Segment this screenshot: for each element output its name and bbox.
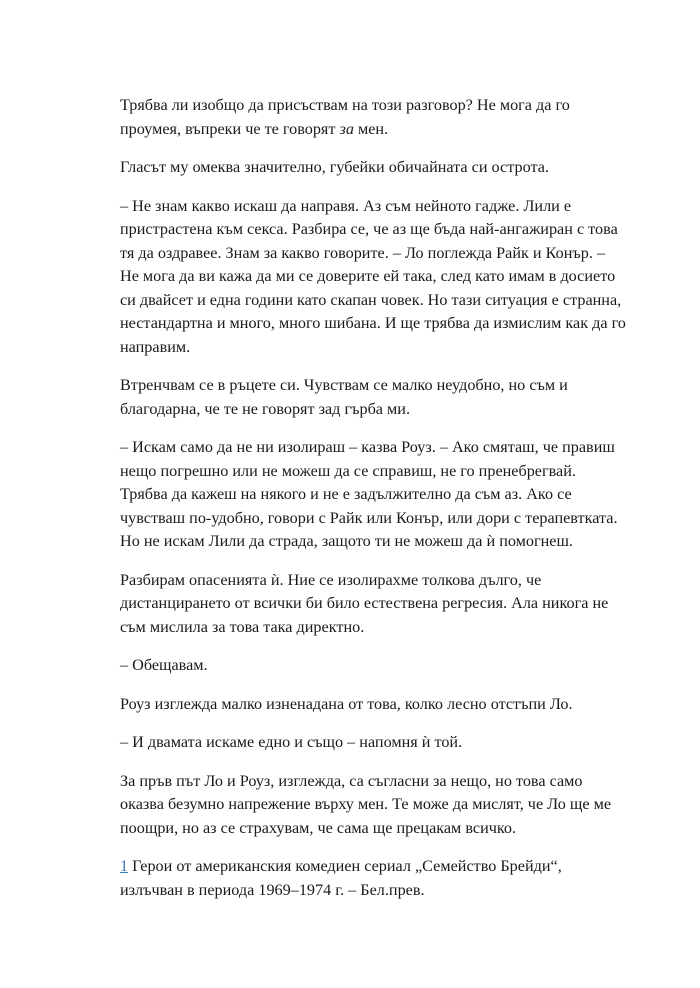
text-line xyxy=(120,118,620,142)
paragraph xyxy=(120,770,620,841)
text-line xyxy=(120,242,620,266)
text-run: чувстваш по-удобно, говори с Райк или Конър, или дори с терапевтката. xyxy=(120,508,618,527)
text-line xyxy=(120,398,620,422)
paragraph xyxy=(120,94,620,141)
text-line xyxy=(120,460,620,484)
text-run: благодарна, че те не говорят зад гърба ми. xyxy=(120,399,410,418)
paragraph xyxy=(120,156,620,180)
paragraph xyxy=(120,654,620,678)
text-line xyxy=(120,770,620,794)
paragraph xyxy=(120,436,620,554)
text-run: Не мога да ви кажа да ми се доверите ей така, след като имам в досието xyxy=(120,267,616,285)
text-run: Гласът му омеква значително, губейки обичайната си острота. xyxy=(120,158,549,176)
footnote-text-1: Герои от американския комедиен сериал „Семейство Брейди“, xyxy=(128,857,562,875)
body-text xyxy=(120,94,626,840)
text-line xyxy=(120,336,620,360)
text-line xyxy=(120,483,620,507)
text-line xyxy=(120,616,620,640)
text-line xyxy=(120,654,620,678)
text-line xyxy=(120,793,620,817)
text-run: проумея, въпреки че те говорят xyxy=(120,119,340,138)
text-run: нестандартна и много, много шибана. И ще трябва да измислим как да го xyxy=(120,314,626,332)
text-run: – Не знам какво искаш да направя. Аз съм нейното гадже. Лили е xyxy=(120,196,572,215)
paragraph xyxy=(120,374,620,421)
text-run: тя да оздравее. Знам за какво говорите. – Ло поглежда Райк и Конър. – xyxy=(120,243,606,262)
paragraph xyxy=(120,569,620,640)
text-line xyxy=(120,530,620,554)
text-line xyxy=(120,592,620,616)
text-line xyxy=(120,817,620,841)
text-run: За пръв път Ло и Роуз, изглежда, са съгласни за нещо, но това само xyxy=(120,771,583,790)
text-run: си двайсет и една години като скапан човек. Но тази ситуация е странна, xyxy=(120,290,622,309)
footnote-link[interactable]: 1 xyxy=(120,857,129,875)
emphasis-text: за xyxy=(339,119,354,138)
text-run: Но не искам Лили да страда, защото ти не можеш да ѝ помогнеш. xyxy=(120,532,573,550)
text-run: Трябва ли изобщо да присъствам на този разговор? Не мога да го xyxy=(120,96,570,114)
text-run: съм мислила за това така директно. xyxy=(120,617,365,636)
text-line xyxy=(120,507,620,531)
text-line xyxy=(120,156,620,180)
paragraph xyxy=(120,731,620,755)
text-line xyxy=(120,693,620,717)
text-run: – Обещавам. xyxy=(120,656,208,674)
text-line xyxy=(120,218,620,242)
text-run: направим. xyxy=(120,337,191,356)
text-run: дистанцирането от всички би било естествена регресия. Ала никога не xyxy=(120,594,609,612)
text-run: нещо погрешно или не можеш да се справиш, не го пренебрегвай. xyxy=(120,461,576,480)
text-line xyxy=(120,731,620,755)
text-run: Втренчвам се в ръцете си. Чувствам се малко неудобно, но съм и xyxy=(120,376,568,394)
paragraph xyxy=(120,195,626,360)
text-line xyxy=(120,312,626,336)
text-run: Трябва да кажеш на някого и не е задължително да съм аз. Ако се xyxy=(120,485,572,503)
text-line xyxy=(120,436,620,460)
text-run: – И двамата искаме едно и също – напомня ѝ той. xyxy=(120,733,463,751)
text-run: Роуз изглежда малко изненадана от това, колко лесно отстъпи Ло. xyxy=(120,694,573,713)
text-line xyxy=(120,265,620,289)
footnote-line-1 xyxy=(120,855,620,879)
text-run: поощри, но аз се страхувам, че сама ще прецакам всичко. xyxy=(120,818,517,837)
text-line xyxy=(120,94,620,118)
text-run: мен. xyxy=(353,119,389,138)
paragraph xyxy=(120,693,620,717)
text-run: пристрастена към секса. Разбира се, че аз ще бъда най-ангажиран с това xyxy=(120,220,618,238)
text-run: – Искам само да не ни изолираш – казва Роуз. – Ако смяташ, че правиш xyxy=(120,438,615,456)
text-line xyxy=(120,569,620,593)
text-line xyxy=(120,374,620,398)
text-run: оказва безумно напрежение върху мен. Те може да мислят, че Ло ще ме xyxy=(120,795,612,813)
document-page xyxy=(120,94,626,917)
footnote-line-2: излъчван в периода 1969–1974 г. – Бел.прев. xyxy=(120,880,425,899)
text-line xyxy=(120,289,620,313)
footnote xyxy=(120,855,620,902)
text-line xyxy=(120,195,620,219)
text-run: Разбирам опасенията ѝ. Ние се изолирахме толкова дълго, че xyxy=(120,570,542,589)
